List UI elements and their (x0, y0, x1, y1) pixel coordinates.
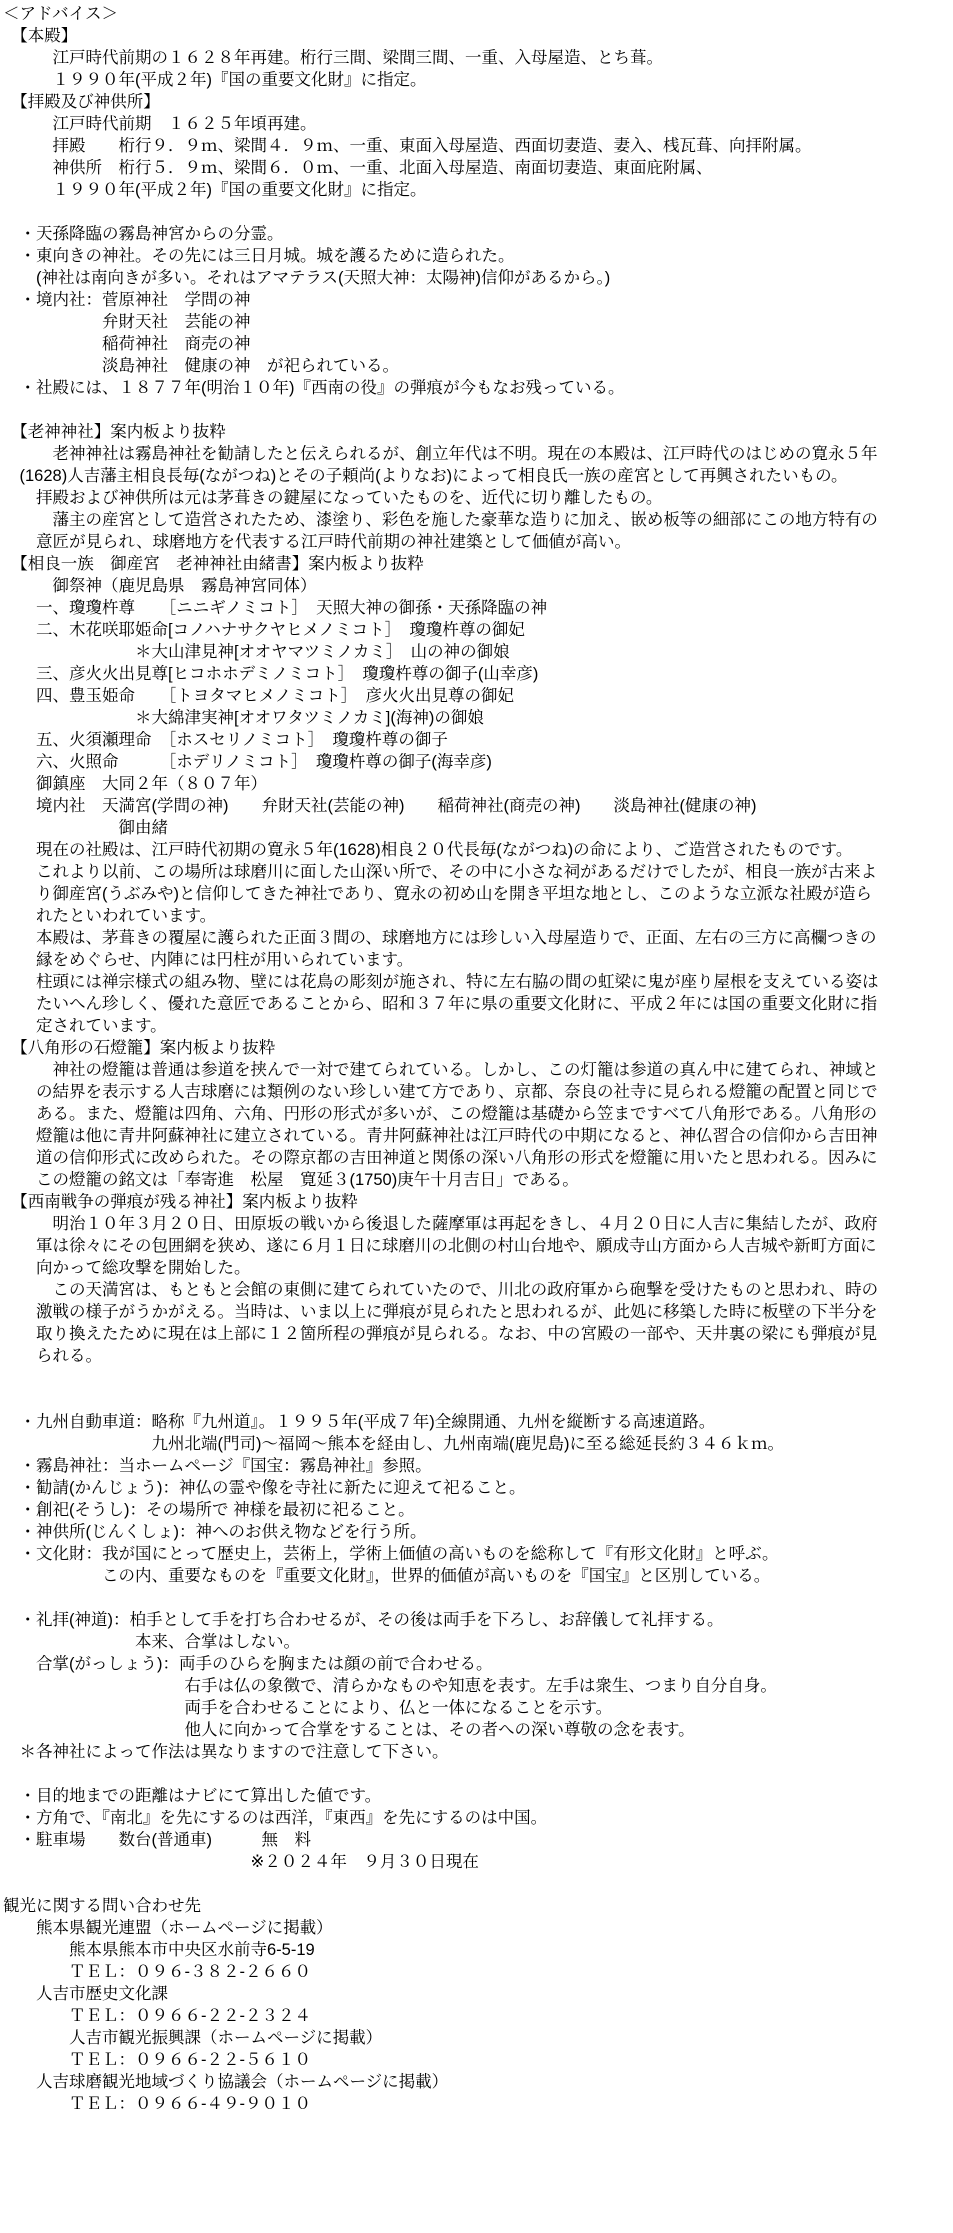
text-line: ・社殿には、１８７７年(明治１０年)『西南の役』の弾痕が今もなお残っている。 (3, 379, 625, 397)
text-line: 取り換えたために現在は上部に１２箇所程の弾痕が見られる。なお、中の宮殿の一部や、天井裏の梁にも弾痕が見 (3, 1325, 878, 1343)
text-line: ある。また、燈籠は四角、六角、円形の形式が多いが、この燈籠は基礎から笠まですべて八角形である。八角形の (3, 1105, 878, 1123)
text-line: 明治１０年３月２０日、田原坂の戦いから後退した薩摩軍は再起をきし、４月２０日に人吉に集結したが、政府 (3, 1215, 878, 1233)
text-line: ・霧島神社：当ホームページ『国宝：霧島神社』参照。 (3, 1457, 432, 1475)
text-line: 江戸時代前期 １６２５年頃再建。 (3, 115, 317, 133)
text-line: ＴＥＬ：０９６-３８２-２６６０ (3, 1963, 311, 1981)
text-line: られる。 (3, 1347, 102, 1365)
text-line: 御祭神（鹿児島県 霧島神宮同体） (3, 577, 317, 595)
text-line: これより以前、この場所は球磨川に面した山深い所で、その中に小さな祠があるだけでしたが、相良一族が古来よ (3, 863, 878, 881)
text-line (3, 1389, 953, 1411)
text-line: 意匠が見られ、球磨地方を代表する江戸時代前期の神社建築として価値が高い。 (3, 533, 631, 551)
text-line: ＜アドバイス＞ (3, 5, 119, 23)
text-line: 九州北端(門司)～福岡～熊本を経由し、九州南端(鹿児島)に至る総延長約３４６ｋｍ。 (3, 1435, 784, 1453)
text-line: 【八角形の石燈籠】案内板より抜粋 (3, 1039, 276, 1057)
text-line: 稲荷神社 商売の神 (3, 335, 251, 353)
text-line: 向かって総攻撃を開始した。 (3, 1259, 251, 1277)
text-line: 【本殿】 (3, 27, 78, 45)
text-line: ・九州自動車道：略称『九州道』。１９９５年(平成７年)全線開通、九州を縦断する高速道路。 (3, 1413, 716, 1431)
text-line: 人吉市歴史文化課 (3, 1985, 168, 2003)
text-line: ・勧請(かんじょう)：神仏の霊や像を寺社に新たに迎えて祀ること。 (3, 1479, 526, 1497)
text-line: この内、重要なものを『重要文化財』，世界的価値が高いものを『国宝』と区別している。 (3, 1567, 771, 1585)
text-line: 弁財天社 芸能の神 (3, 313, 251, 331)
text-line: ＊各神社によって作法は異なりますので注意して下さい。 (3, 1743, 449, 1761)
text-line (3, 1873, 953, 1895)
text-line: 現在の社殿は、江戸時代初期の寛永５年(1628)相良２０代長毎(ながつね)の命により、ご造営されたものです。 (3, 841, 853, 859)
text-line: 他人に向かって合掌をすることは、その者への深い尊敬の念を表す。 (3, 1721, 695, 1739)
text-line: 拝殿および神供所は元は茅葺きの鍵屋になっていたものを、近代に切り離したもの。 (3, 489, 663, 507)
text-line: り御産宮(うぶみや)と信仰してきた神社であり、寛永の初め山を開き平坦な地とし、このような立派な社殿が造ら (3, 885, 872, 903)
text-line: 藩主の産宮として造営されたため、漆塗り、彩色を施した豪華な造りに加え、嵌め板等の細部にこの地方特有の (3, 511, 878, 529)
text-line: 【西南戦争の弾痕が残る神社】案内板より抜粋 (3, 1193, 358, 1211)
text-line: 御由緒 (3, 819, 168, 837)
text-line: 【相良一族 御産宮 老神神社由緒書】案内板より抜粋 (3, 555, 424, 573)
text-line: 淡島神社 健康の神 が祀られている。 (3, 357, 399, 375)
text-line: ＊大綿津実神[オオワタツミノカミ](海神)の御娘 (3, 709, 484, 727)
text-line: 一、瓊瓊杵尊 ［ニニギノミコト］ 天照大神の御孫・天孫降臨の神 (3, 599, 548, 617)
text-line: 激戦の様子がうかがえる。当時は、いま以上に弾痕が見られたと思われるが、此処に移築した時に板壁の下半分を (3, 1303, 878, 1321)
text-line: ・方角で、『南北』を先にするのは西洋，『東西』を先にするのは中国。 (3, 1809, 548, 1827)
text-line: ＊大山津見神[オオヤマツミノカミ］ 山の神の御娘 (3, 643, 510, 661)
text-line: 本来、合掌はしない。 (3, 1633, 300, 1651)
text-line: ・創祀(そうし)：その場所で 神様を最初に祀ること。 (3, 1501, 415, 1519)
text-line: ・天孫降臨の霧島神宮からの分霊。 (3, 225, 284, 243)
text-line: ・目的地までの距離はナビにて算出した値です。 (3, 1787, 382, 1805)
text-line: １９９０年(平成２年)『国の重要文化財』に指定。 (3, 71, 427, 89)
text-line: 六、火照命 ［ホデリノミコト］ 瓊瓊杵尊の御子(海幸彦) (3, 753, 492, 771)
text-line: 【老神神社】案内板より抜粋 (3, 423, 226, 441)
text-line: ・文化財：我が国にとって歴史上，芸術上，学術上価値の高いものを総称して『有形文化財』と呼ぶ。 (3, 1545, 779, 1563)
text-line (3, 1587, 953, 1609)
text-line: 定されています。 (3, 1017, 167, 1035)
text-line: れたといわれています。 (3, 907, 217, 925)
text-line: ・駐車場 数台(普通車) 無 料 (3, 1831, 311, 1849)
text-line: 縁をめぐらせ、内陣には円柱が用いられています。 (3, 951, 414, 969)
text-line: 人吉市観光振興課（ホームページに掲載） (3, 2029, 383, 2047)
text-line: 御鎮座 大同２年（８０７年） (3, 775, 267, 793)
text-line: 【拝殿及び神供所】 (3, 93, 160, 111)
text-line (3, 399, 953, 421)
text-line: この天満宮は、もともと会館の東側に建てられていたので、川北の政府軍から砲撃を受けたものと思われ、時の (3, 1281, 879, 1299)
text-line (3, 1763, 953, 1785)
text-line: ＴＥＬ：０９６６-２２-２３２４ (3, 2007, 311, 2025)
text-line: ・礼拝(神道)：柏手として手を打ち合わせるが、その後は両手を下ろし、お辞儀して礼拝する。 (3, 1611, 724, 1629)
text-line: (神社は南向きが多い。それはアマテラス(天照大神：太陽神)信仰があるから。) (3, 269, 611, 287)
text-line (3, 1367, 953, 1389)
text-line: 燈籠は他に青井阿蘇神社に建立されている。青井阿蘇神社は江戸時代の中期になると、神仏習合の信仰から吉田神 (3, 1127, 878, 1145)
text-line: 合掌(がっしょう)：両手のひらを胸または顔の前で合わせる。 (3, 1655, 493, 1673)
text-line: ＴＥＬ：０９６６-２２-５６１０ (3, 2051, 311, 2069)
text-line: 両手を合わせることにより、仏と一体になることを示す。 (3, 1699, 613, 1717)
text-line: 境内社 天満宮(学問の神) 弁財天社(芸能の神) 稲荷神社(商売の神) 淡島神社(健康の神) (3, 797, 757, 815)
text-line: ・東向きの神社。その先には三日月城。城を護るために造られた。 (3, 247, 515, 265)
text-line: 本殿は、茅葺きの覆屋に護られた正面３間の、球磨地方には珍しい入母屋造りで、正面、左右の三方に高欄つきの (3, 929, 877, 947)
text-line: 神供所 桁行５．９ｍ、梁間６．０ｍ、一重、北面入母屋造、南面切妻造、東面庇附属、 (3, 159, 713, 177)
text-line: 軍は徐々にその包囲網を狭め、遂に６月１日に球磨川の北側の村山台地や、願成寺山方面から人吉城や新町方面に (3, 1237, 877, 1255)
text-line (3, 201, 953, 223)
text-line: ＴＥＬ：０９６６-４９-９０１０ (3, 2095, 311, 2113)
text-line: 観光に関する問い合わせ先 (3, 1897, 201, 1915)
text-line: ・神供所(じんくしょ)：神へのお供え物などを行う所。 (3, 1523, 427, 1541)
text-line: １９９０年(平成２年)『国の重要文化財』に指定。 (3, 181, 427, 199)
text-line: 道の信仰形式に改められた。その際京都の吉田神道と関係の深い八角形の形式を燈籠に用いたと思われる。因みに (3, 1149, 878, 1167)
text-line: (1628)人吉藩主相良長毎(ながつね)とその子頼尚(よりなお)によって相良氏一族の産宮として再興されたいもの。 (3, 467, 848, 485)
text-line: 三、彦火火出見尊[ヒコホホデミノミコト］ 瓊瓊杵尊の御子(山幸彦) (3, 665, 539, 683)
text-line: 江戸時代前期の１６２８年再建。桁行三間、梁間三間、一重、入母屋造、とち葺。 (3, 49, 663, 67)
text-line: 四、豊玉姫命 ［トヨタマヒメノミコト］ 彦火火出見尊の御妃 (3, 687, 515, 705)
text-line: この燈籠の銘文は「奉寄進 松屋 寛延３(1750)庚午十月吉日」である。 (3, 1171, 579, 1189)
text-line: 二、木花咲耶姫命[コノハナサクヤヒメノミコト］ 瓊瓊杵尊の御妃 (3, 621, 525, 639)
text-line: ・境内社：菅原神社 学問の神 (3, 291, 251, 309)
text-line: 熊本県熊本市中央区水前寺6-5-19 (3, 1941, 315, 1959)
text-line: 拝殿 桁行９．９ｍ、梁間４．９ｍ、一重、東面入母屋造、西面切妻造、妻入、桟瓦葺、向拝附属。 (3, 137, 812, 155)
text-line: たいへん珍しく、優れた意匠であることから、昭和３７年に県の重要文化財に、平成２年には国の重要文化財に指 (3, 995, 878, 1013)
text-line: ※２０２４年 ９月３０日現在 (3, 1853, 479, 1871)
text-line: 老神神社は霧島神社を勧請したと伝えられるが、創立年代は不明。現在の本殿は、江戸時代のはじめの寛永５年 (3, 445, 878, 463)
text-line: 柱頭には禅宗様式の組み物、壁には花鳥の彫刻が施され、特に左右脇の間の虹梁に鬼が座り屋根を支えている姿は (3, 973, 879, 991)
text-line: 人吉球磨観光地域づくり協議会（ホームページに掲載） (3, 2073, 449, 2091)
text-line: 五、火須瀬理命 ［ホスセリノミコト］ 瓊瓊杵尊の御子 (3, 731, 448, 749)
text-line: 熊本県観光連盟（ホームページに掲載） (3, 1919, 333, 1937)
text-line: 神社の燈籠は普通は参道を挟んで一対で建てられている。しかし、この灯籠は参道の真ん中に建てられ、神域と (3, 1061, 879, 1079)
text-line: 右手は仏の象徴で、清らかなものや知恵を表す。左手は衆生、つまり自分自身。 (3, 1677, 777, 1695)
text-line: の結界を表示する人吉球磨には類例のない珍しい建て方であり、京都、奈良の社寺に見られる燈籠の配置と同じで (3, 1083, 878, 1101)
